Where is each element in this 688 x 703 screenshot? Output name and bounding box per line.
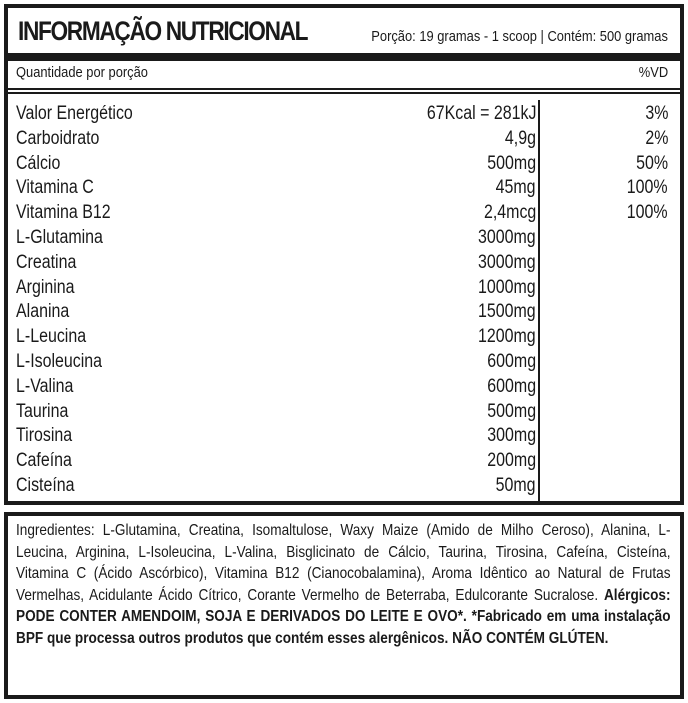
nutrient-amount: 1200mg <box>478 326 536 348</box>
nutrient-table <box>8 102 680 499</box>
table-row <box>8 152 680 177</box>
table-row <box>8 127 680 152</box>
table-row <box>8 276 680 301</box>
nutrient-amount: 2,4mcg <box>483 202 536 224</box>
nutrient-vd: 100% <box>627 177 668 199</box>
nutrient-name: Cisteína <box>16 474 75 496</box>
table-row <box>8 375 680 400</box>
nutrient-amount: 600mg <box>487 375 536 397</box>
subheader-rule-top <box>8 88 680 90</box>
table-row <box>8 102 680 127</box>
header-rule <box>8 53 680 61</box>
table-row <box>8 474 680 499</box>
table-row <box>8 424 680 449</box>
page-title: INFORMAÇÃO NUTRICIONAL <box>18 16 308 46</box>
nutrient-name: Valor Energético <box>16 103 133 124</box>
nutrient-name: Alanina <box>16 301 70 323</box>
nutrient-amount: 67Kcal = 281kJ <box>426 103 536 124</box>
nutrient-name: Vitamina C <box>16 177 94 199</box>
nutrient-vd: 3% <box>644 103 668 124</box>
nutrient-name: Creatina <box>16 251 77 273</box>
subheader-rule-bottom <box>8 92 680 94</box>
nutrient-name: Carboidrato <box>16 127 100 149</box>
quantity-header: Quantidade por porção <box>16 64 148 81</box>
nutrient-name: Vitamina B12 <box>16 202 111 224</box>
nutrient-amount: 3000mg <box>478 226 536 248</box>
ingredients-list: Ingredientes: L-Glutamina, Creatina, Isomaltulose, Waxy Maize (Amido de Milho Ceroso), Alanina, L-Leucina, Arginina, L-Isoleucina, L-Valina, Bisglicinato de Cálcio, Taurina, Tirosina, Cafeína, Cisteína, Vitamina C (Ácido Ascórbico), Vitamina B12 (Cianocobalamina), Aroma Idêntico ao Natural de Frutas Vermelhas, Acidulante Ácido Cítrico, Corante Vermelho de Beterraba, Edulcorante Sucralose. <box>16 522 671 604</box>
nutrient-name: Cafeína <box>16 450 72 472</box>
nutrient-amount: 4,9g <box>504 127 536 149</box>
nutrient-vd: 50% <box>636 152 668 174</box>
table-row <box>8 300 680 325</box>
table-row <box>8 176 680 201</box>
nutrient-name: Arginina <box>16 276 75 298</box>
nutrient-name: Tirosina <box>16 425 73 447</box>
nutrient-amount: 3000mg <box>478 251 536 273</box>
nutrient-amount: 1500mg <box>478 301 536 323</box>
nutrient-amount: 500mg <box>487 152 536 174</box>
table-row <box>8 201 680 226</box>
nutrient-amount: 200mg <box>487 450 536 472</box>
ingredients-panel <box>4 512 684 699</box>
table-row <box>8 449 680 474</box>
nutrient-vd: 100% <box>627 202 668 224</box>
vd-header: %VD <box>638 64 668 81</box>
nutrient-amount: 45mg <box>496 177 536 199</box>
nutrient-name: L-Valina <box>16 375 74 397</box>
table-row <box>8 251 680 276</box>
nutrient-name: L-Isoleucina <box>16 350 103 372</box>
nutrient-name: L-Glutamina <box>16 226 103 248</box>
table-row <box>8 325 680 350</box>
nutrient-amount: 600mg <box>487 350 536 372</box>
allergens-warning: Alérgicos: PODE CONTER AMENDOIM, SOJA E DERIVADOS DO LEITE E OVO*. *Fabricado em uma instalação BPF que processa outros produtos que contém esses alergênicos. NÃO CONTÉM GLÚTEN. <box>16 586 671 647</box>
ingredients-text <box>16 520 671 650</box>
nutrient-name: L-Leucina <box>16 326 87 348</box>
nutrient-amount: 500mg <box>487 400 536 422</box>
nutrition-facts-panel <box>4 4 684 505</box>
nutrient-amount: 300mg <box>487 425 536 447</box>
table-row <box>8 350 680 375</box>
nutrient-amount: 50mg <box>496 474 536 496</box>
nutrient-vd: 2% <box>644 127 668 149</box>
nutrient-name: Taurina <box>16 400 69 422</box>
nutrient-name: Cálcio <box>16 152 61 174</box>
portion-info: Porção: 19 gramas - 1 scoop | Contém: 500 gramas <box>371 28 668 45</box>
nutrient-amount: 1000mg <box>478 276 536 298</box>
table-row <box>8 226 680 251</box>
table-row <box>8 400 680 425</box>
